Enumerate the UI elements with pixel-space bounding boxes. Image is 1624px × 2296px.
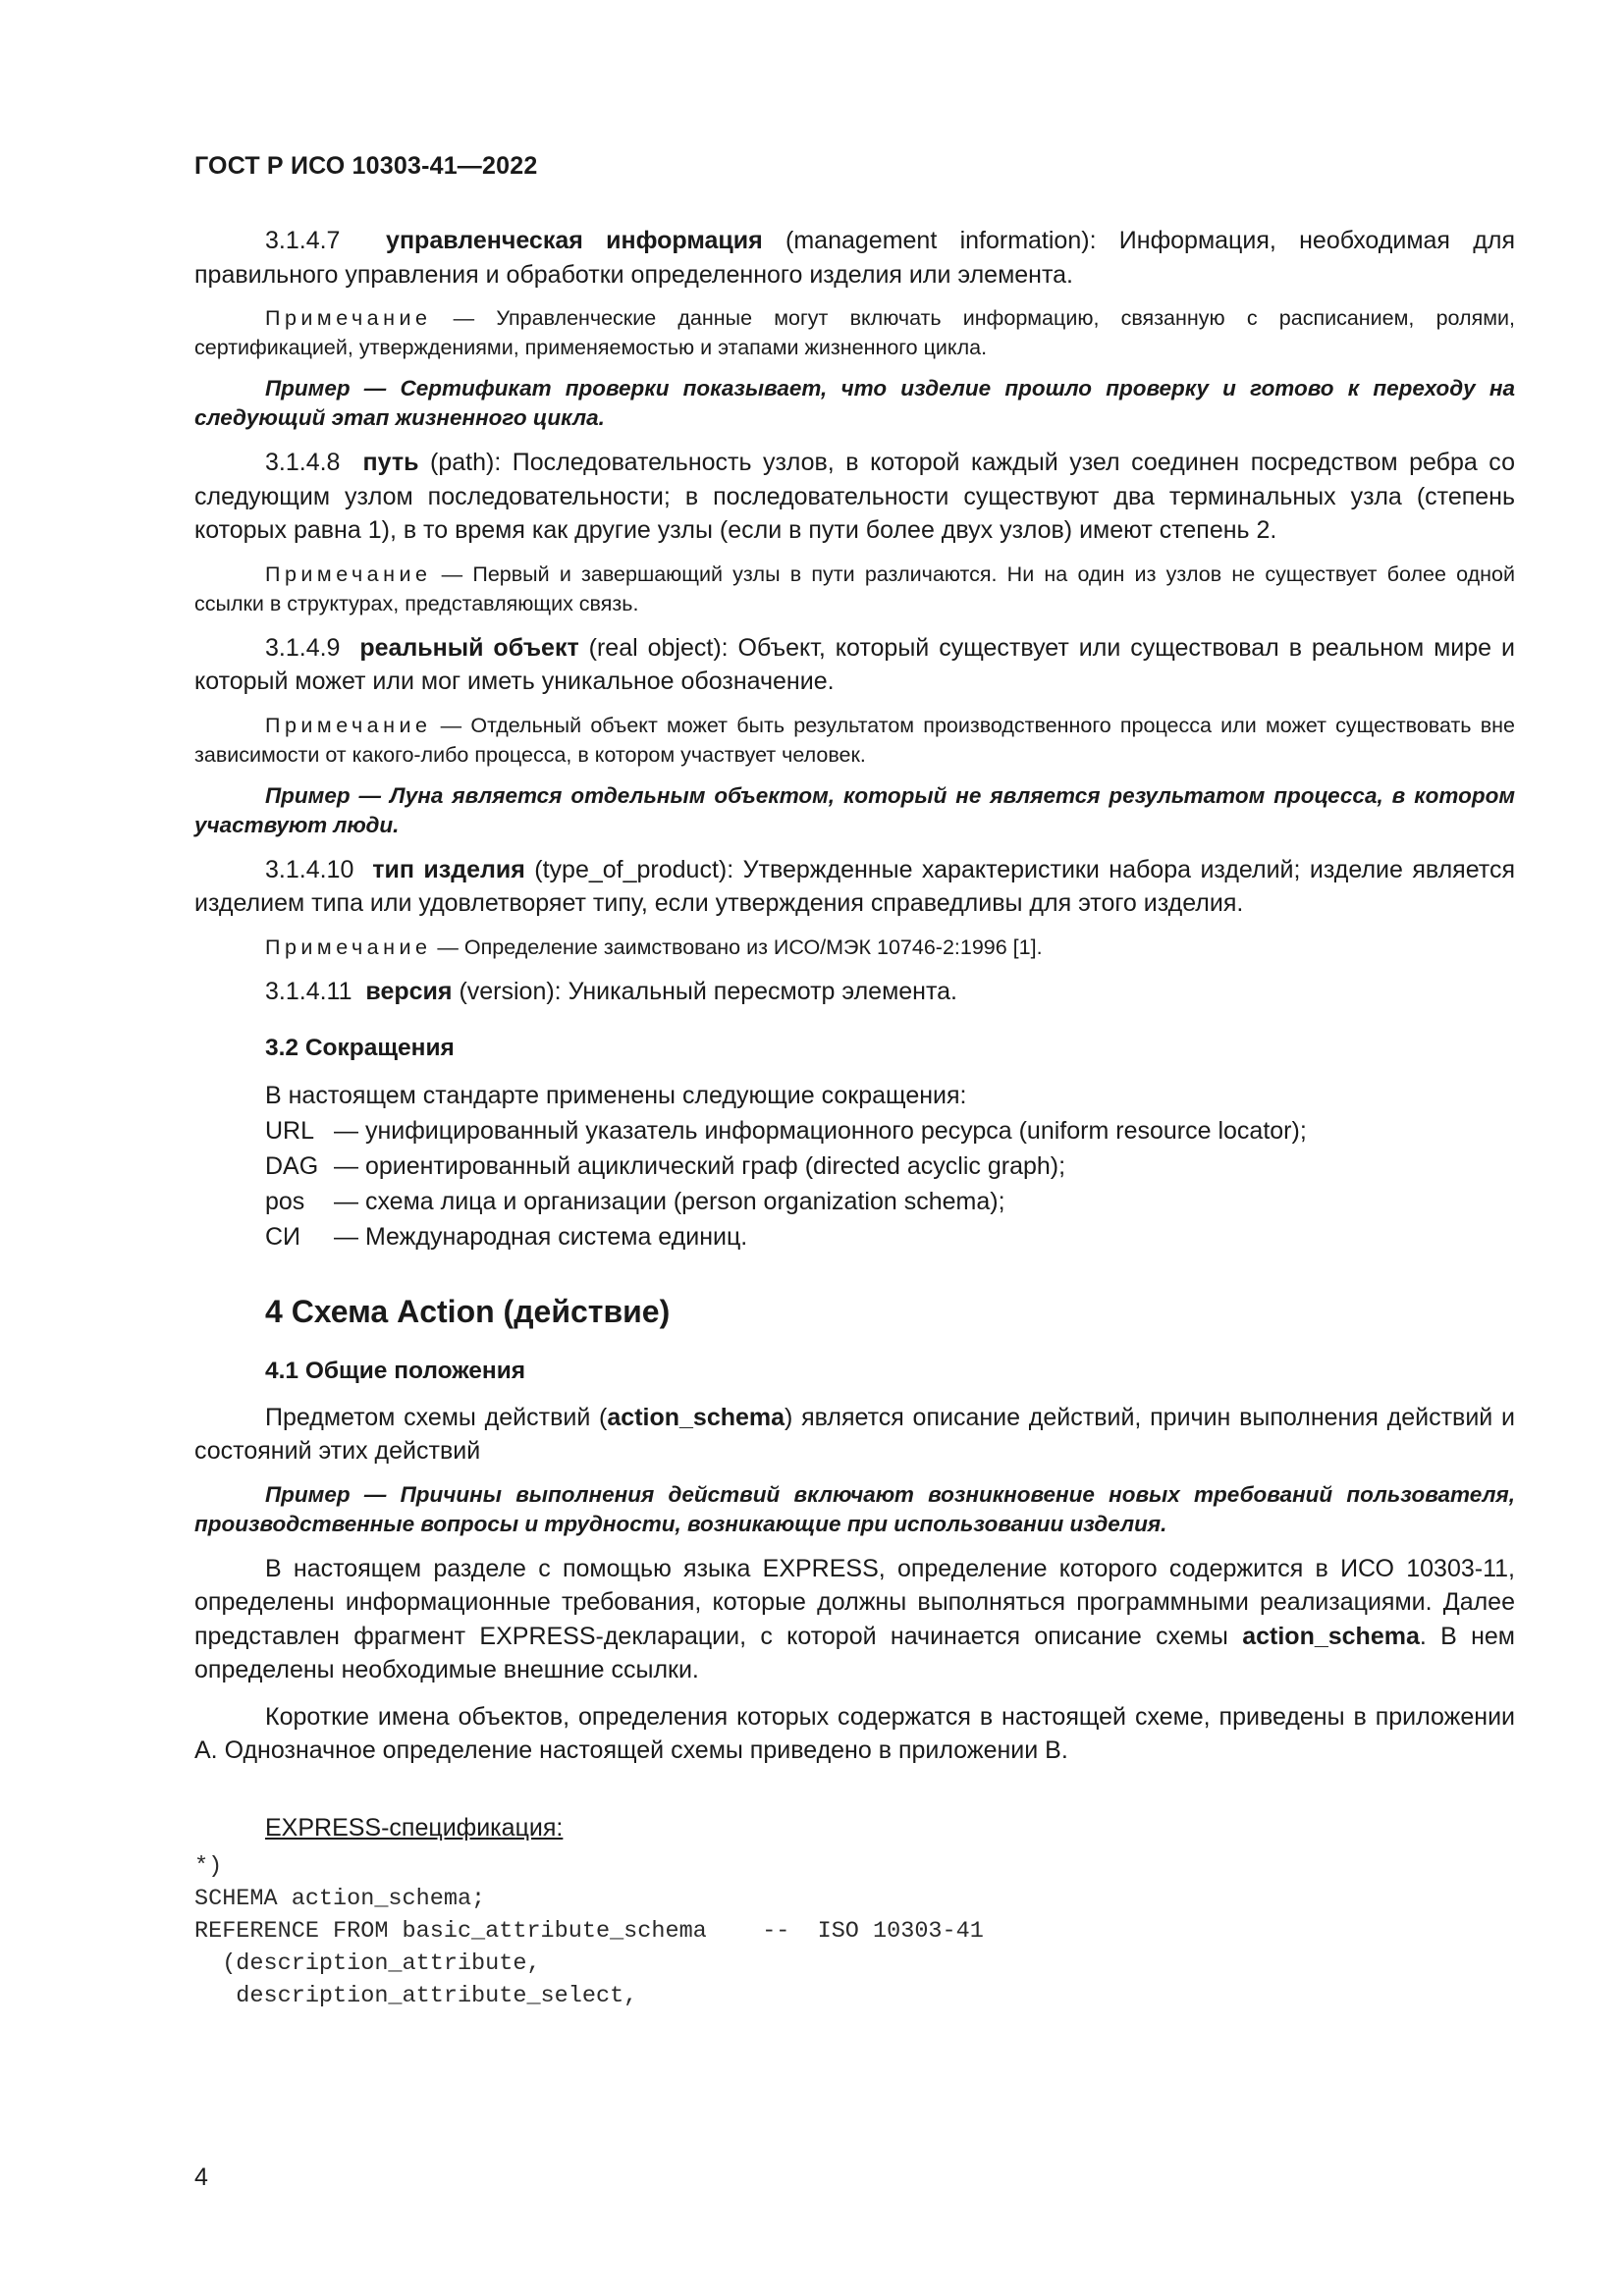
term-note: Примечание — Управленческие данные могут включать информацию, связанную с расписанием, ролями, сертификацией, утверждениями, применяемостью и этапами жизненного цикла. bbox=[194, 306, 1515, 359]
note-label: Примечание bbox=[265, 934, 432, 959]
code-line: (description_attribute, bbox=[194, 1949, 541, 1977]
body-paragraph: В настоящем разделе с помощью языка EXPRESS, определение которого содержится в ИСО 10303-11, определены информационные требования, которые должны выполняться программными реализациями. Далее представлен фрагмент EXPRESS-декларации, с которой начинается описание схемы action_schema. В нем определены необходимые внешние ссылки. bbox=[194, 1554, 1515, 1683]
code-line: REFERENCE FROM basic_attribute_schema -- ISO 10303-41 bbox=[194, 1917, 984, 1945]
body-paragraph: Предметом схемы действий (action_schema) является описание действий, причин выполнения действий и состояний этих действий bbox=[194, 1403, 1515, 1465]
term-definition: 3.1.4.7 управленческая информация (management information): Информация, необходимая для правильного управления и обработки определенного изделия или элемента. bbox=[194, 227, 1515, 289]
code-block bbox=[194, 1850, 1515, 2012]
note-label: Примечание bbox=[265, 713, 432, 737]
term-name: реальный объект bbox=[359, 633, 579, 662]
note-label: Примечание bbox=[265, 306, 432, 330]
note-label: Примечание bbox=[265, 561, 432, 586]
standard-header: ГОСТ Р ИСО 10303-41—2022 bbox=[194, 152, 538, 180]
body-paragraph: Короткие имена объектов, определения которых содержатся в настоящей схеме, приведены в приложении А. Однозначное определение настоящей схемы приведено в приложении В. bbox=[194, 1702, 1515, 1764]
term-definition: 3.1.4.8 путь (path): Последовательность узлов, в которой каждый узел соединен посредством ребра со следующим узлом последовательности; в последовательности существуют два терминальных узла (степень которых равна 1), в то время как другие узлы (если в пути более двух узлов) имеют степень 2. bbox=[194, 449, 1515, 544]
code-line: SCHEMA action_schema; bbox=[194, 1885, 486, 1912]
abbreviation: СИ bbox=[265, 1222, 301, 1251]
term-name: управленческая информация bbox=[386, 227, 763, 254]
abbreviation-text: — схема лица и организации (person organization schema); bbox=[334, 1187, 1005, 1215]
term-example: Пример — Сертификат проверки показывает, что изделие прошло проверку и готово к переходу на следующий этап жизненного цикла. bbox=[194, 376, 1515, 430]
abbreviation-text: — ориентированный ациклический граф (directed acyclic graph); bbox=[334, 1151, 1066, 1180]
express-spec-label: EXPRESS-спецификация: bbox=[265, 1813, 564, 1842]
subsection-heading: 3.2 Сокращения bbox=[265, 1035, 455, 1061]
term-name: версия bbox=[365, 977, 453, 1005]
abbreviation-text: — Международная система единиц. bbox=[334, 1222, 748, 1251]
abbreviations-intro: В настоящем стандарте применены следующие сокращения: bbox=[265, 1082, 967, 1109]
term-example: Пример — Луна является отдельным объектом, который не является результатом процесса, в котором участвуют люди. bbox=[194, 782, 1515, 837]
subsection-heading: 4.1 Общие положения bbox=[265, 1357, 526, 1384]
term-definition: 3.1.4.11 версия (version): Уникальный пересмотр элемента. bbox=[265, 977, 958, 1005]
abbreviation: pos bbox=[265, 1187, 305, 1215]
list-item bbox=[265, 1184, 1515, 1219]
term-definition: 3.1.4.10 тип изделия (type_of_product): Утвержденные характеристики набора изделий; изделие является изделием типа или удовлетворяет типу, если утверждения справедливы для этого изделия. bbox=[194, 855, 1515, 917]
term-note: Примечание — Определение заимствовано из ИСО/МЭК 10746-2:1996 [1]. bbox=[265, 934, 1043, 959]
term-note: Примечание — Первый и завершающий узлы в пути различаются. Ни на один из узлов не существует более одной ссылки в структурах, представляющих связь. bbox=[194, 561, 1515, 615]
abbreviation-text: — унифицированный указатель информационного ресурса (uniform resource locator); bbox=[334, 1116, 1307, 1145]
page-number: 4 bbox=[194, 2163, 208, 2191]
code-line: description_attribute_select, bbox=[194, 1982, 638, 2009]
term-name: тип изделия bbox=[372, 855, 525, 883]
abbreviation: DAG bbox=[265, 1151, 319, 1180]
code-line: *) bbox=[194, 1852, 223, 1880]
abbreviations-list bbox=[265, 1113, 1515, 1255]
list-item bbox=[265, 1148, 1515, 1184]
list-item bbox=[265, 1219, 1515, 1255]
section-heading: 4 Схема Action (действие) bbox=[265, 1293, 671, 1329]
term-definition: 3.1.4.9 реальный объект (real object): Объект, который существует или существовал в реальном мире и который может или мог иметь уникальное обозначение. bbox=[194, 633, 1515, 695]
term-note: Примечание — Отдельный объект может быть результатом производственного процесса или может существовать вне зависимости от какого-либо процесса, в котором участвует человек. bbox=[194, 713, 1515, 767]
page-content bbox=[194, 224, 1515, 2012]
abbreviation: URL bbox=[265, 1116, 315, 1145]
section-example: Пример — Причины выполнения действий включают возникновение новых требований пользователя, производственные вопросы и трудности, возникающие при использовании изделия. bbox=[194, 1481, 1515, 1536]
term-name: путь bbox=[362, 449, 419, 476]
list-item bbox=[265, 1113, 1515, 1148]
